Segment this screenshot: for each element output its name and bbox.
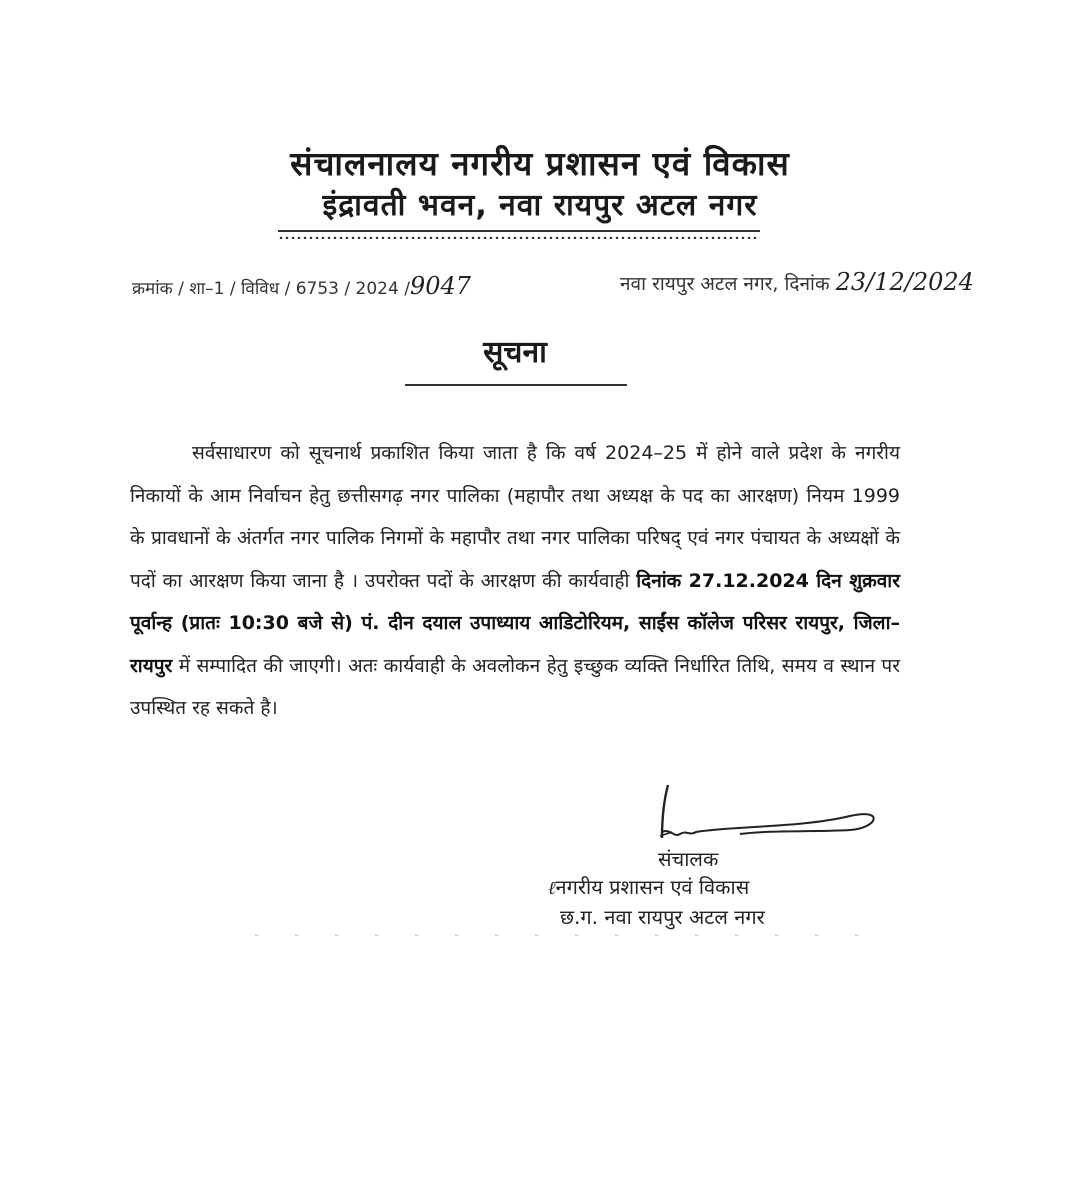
notice-body — [130, 432, 900, 730]
title-underline — [405, 384, 627, 386]
office-name: संचालनालय नगरीय प्रशासन एवं विकास — [290, 144, 790, 183]
signatory-department — [548, 873, 749, 900]
signatory-designation: संचालक — [658, 847, 719, 871]
place-date — [620, 268, 974, 296]
place-date-printed: नवा रायपुर अटल नगर, दिनांक — [620, 273, 830, 295]
signatory-department-text: नगरीय प्रशासन एवं विकास — [555, 875, 750, 899]
body-text-bold: दिनांक 27.12.2024 दिन शुक्रवार पूर्वान्ह (प्रातः 10:30 बजे से) पं. दीन दयाल उपाध्याय आडिटोरियम, साईंस कॉलेज परिसर रायपुर, जिला–रायपुर — [130, 569, 900, 677]
signatory-location: छ.ग. नवा रायपुर अटल नगर — [560, 905, 765, 929]
reference-handwritten: 9047 — [409, 272, 472, 300]
faint-bleed-line — [255, 934, 865, 936]
reference-number — [132, 272, 471, 300]
initial-mark-icon: ℓ — [548, 878, 556, 899]
body-text-part1: सर्वसाधारण को सूचनार्थ प्रकाशित किया जाता है कि वर्ष 2024–25 में होने वाले प्रदेश के नगरीय निकायों के आम निर्वाचन हेतु छत्तीसगढ़ नगर पालिका (महापौर तथा अध्यक्ष के पद का आरक्षण) नियम 1999 के प्रावधानों के अंतर्गत नगर पालिक निगमों के महापौर तथा नगर पालिका परिषद् एवं नगर पंचायत के अध्यक्षों के पदों का आरक्षण किया जाना है । उपरोक्त पदों के आरक्षण की कार्यवाही — [130, 442, 900, 592]
signature-icon — [650, 780, 880, 850]
reference-printed: क्रमांक / शा–1 / विविध / 6753 / 2024 / — [132, 279, 410, 299]
body-text-part2: में सम्पादित की जाएगी। अतः कार्यवाही के अवलोकन हेतु इच्छुक व्यक्ति निर्धारित तिथि, समय व स्थान पर उपस्थित रह सकते है। — [130, 654, 900, 719]
date-handwritten: 23/12/2024 — [835, 268, 974, 296]
header-underline — [278, 230, 760, 244]
office-address: इंद्रावती भवन, नवा रायपुर अटल नगर — [322, 188, 758, 223]
notice-title: सूचना — [483, 335, 547, 370]
